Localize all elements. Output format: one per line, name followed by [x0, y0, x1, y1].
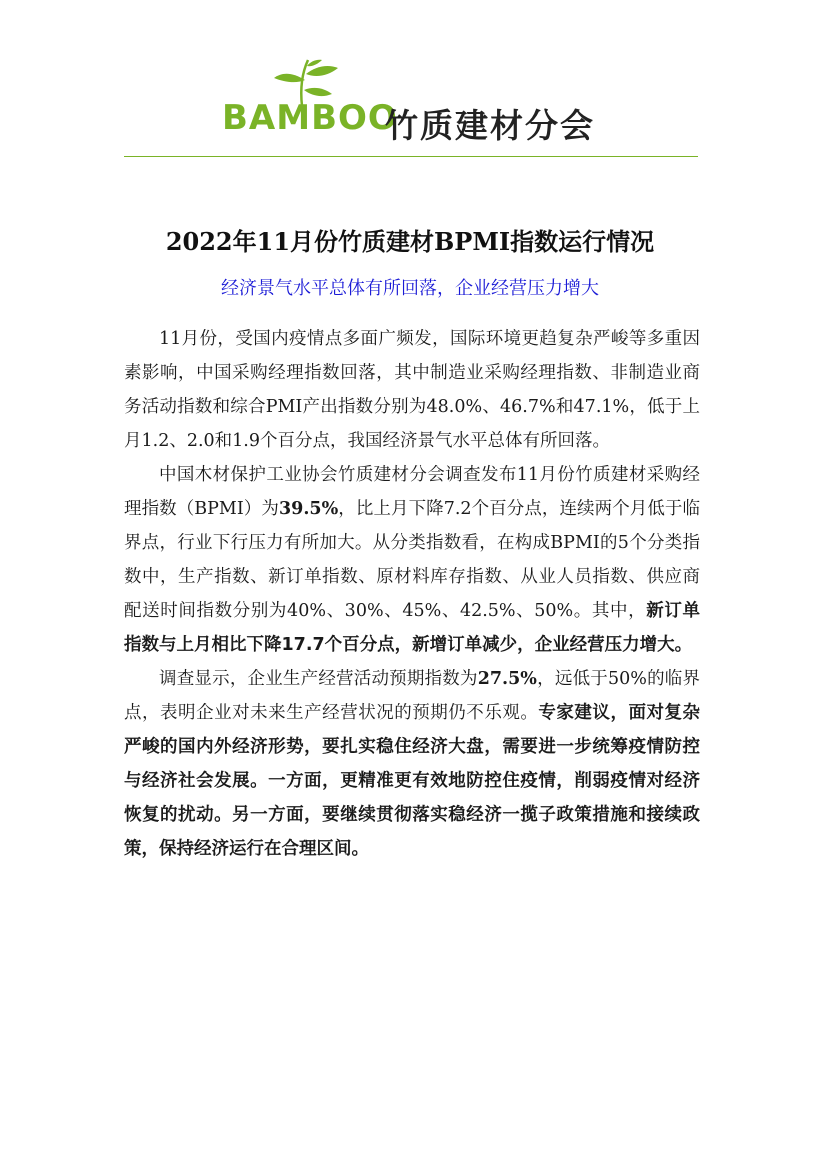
logo-chinese-name: 竹质建材分会	[385, 106, 595, 145]
paragraph-1: 11月份，受国内疫情点多面广频发，国际环境更趋复杂严峻等多重因素影响，中国采购经理指数回落，其中制造业采购经理指数、非制造业商务活动指数和综合PMI产出指数分别为48.0%、46.7%和47.1%，低于上月1.2、2.0和1.9个百分点，我国经济景气水平总体有所回落。	[124, 329, 700, 451]
page-subtitle: 经济景气水平总体有所回落，企业经营压力增大	[221, 278, 599, 299]
paragraph-3-text-b: ，远低于50%的临界点，表明企业对未来生产经营状况的预期仍不乐观。	[124, 669, 700, 723]
paragraph-3-text-a: 调查显示，企业生产经营活动预期指数为	[159, 669, 478, 689]
paragraph-2	[124, 458, 700, 662]
expert-advice: 专家建议，面对复杂严峻的国内外经济形势，要扎实稳住经济大盘，需要进一步统筹疫情防控与经济社会发展。一方面，更精准更有效地防控住疫情，削弱疫情对经济恢复的扰动。另一方面，要继续贯彻落实稳经济一揽子政策措施和接续政策，保持经济运行在合理区间。	[124, 703, 701, 859]
paragraph-2-text-a: 调查发布11月份竹质建材采购经理指数（BPMI）为	[124, 465, 700, 519]
paragraph-2-text-b: ，比上月下降7.2个百分点，连续两个月低于临界点，行业下行压力有所加大。从分类指数看，在构成BPMI的5个分类指数中，生产指数、新订单指数、原材料库存指数、从业人员指数、供应商配送时间指数分别为40%、30%、45%、42.5%、50%。其中，	[124, 499, 700, 621]
expectation-index-value: 27.5%	[477, 669, 537, 689]
page-title: 2022年11月份竹质建材BPMI指数运行情况	[165, 227, 655, 256]
paragraph-2-highlight: 新订单指数与上月相比下降17.7个百分点，新增订单减少，企业经营压力增大。	[124, 601, 700, 655]
bpmi-value: 39.5%	[278, 499, 339, 519]
organization-name: 中国木材保护工业协会竹质建材分会	[159, 465, 446, 485]
header-divider	[124, 156, 698, 157]
article-body	[124, 322, 700, 866]
page-header	[0, 0, 820, 160]
paragraph-3	[124, 662, 700, 866]
logo-wordmark: BAMBOO	[222, 98, 398, 138]
